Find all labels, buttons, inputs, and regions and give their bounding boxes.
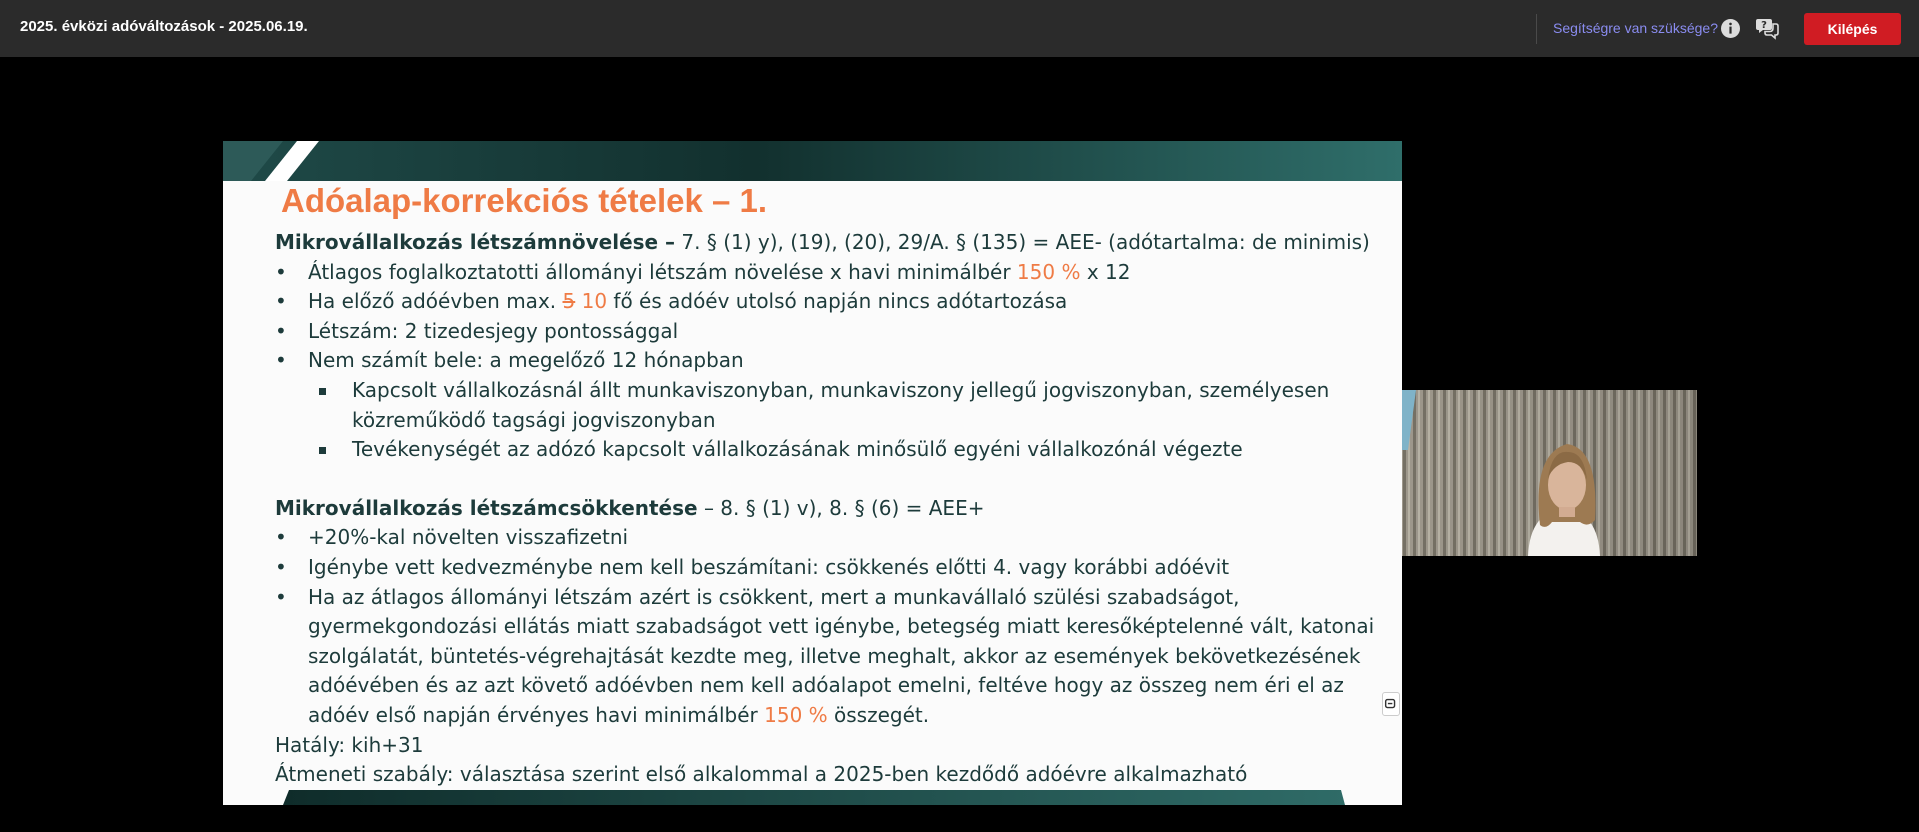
heading-text: 7. § (1) y), (19), (20), 29/A. § (135) = AEE- (adótartalma: de minimis)	[675, 230, 1370, 254]
collapse-icon	[1383, 693, 1399, 715]
bullet-continuation	[275, 701, 1385, 731]
sub-bullet-text: Tevékenységét az adózó kapcsolt vállalkozásának minősülő egyéni vállalkozónál végezte	[352, 437, 1243, 462]
slide-footer-banner	[223, 790, 1402, 805]
bullet-item: • Átlagos foglalkoztatotti állományi létszám növelése x havi minimálbér 150 % x 12	[275, 259, 1131, 284]
bullet-continuation	[275, 612, 1385, 642]
slide-body	[275, 228, 1385, 790]
bullet-item: • Nem számít bele: a megelőző 12 hónapban	[275, 348, 744, 373]
bullet-text: Nem számít bele: a megelőző 12 hónapban	[308, 348, 744, 373]
top-bar	[0, 0, 1919, 57]
sub-bullet-continuation	[275, 406, 1385, 436]
slide-title: Adóalap-korrekciós tételek – 1.	[281, 182, 768, 219]
bullet-item: • Ha az átlagos állományi létszám azért is csökkent, mert a munkavállaló szülési szabadságot,	[275, 584, 1240, 609]
bullet-text: adóév első napján érvényes havi minimálbér	[308, 702, 765, 727]
highlight-text: 150 %	[1016, 259, 1081, 284]
highlight-text: 10	[581, 289, 608, 314]
chat-help-icon[interactable]	[1755, 16, 1779, 40]
bullet-text: Ha az átlagos állományi létszám azért is csökkent, mert a munkavállaló szülési szabadságot,	[308, 584, 1240, 609]
bullet-text: szolgálatát, büntetés-végrehajtását kezdte meg, illetve meghalt, akkor az események bekövetkezésének	[308, 643, 1361, 668]
svg-text:?: ?	[1761, 20, 1767, 31]
divider	[1536, 14, 1537, 44]
sub-bullet-text: Kapcsolt vállalkozásnál állt munkaviszonyban, munkaviszony jellegű jogviszonyban, személyesen	[352, 377, 1330, 402]
exit-button[interactable]: Kilépés	[1804, 13, 1901, 45]
bullet-text: gyermekgondozási ellátás miatt szabadságot vett igénybe, betegség miatt keresőképtelenné vált, katonai	[308, 614, 1375, 639]
heading-bold: Mikrovállalkozás létszámcsökkentése	[275, 495, 698, 520]
bullet-text: x 12	[1080, 259, 1131, 284]
sub-bullet-item	[275, 376, 1385, 406]
transitional-rule-line: Átmeneti szabály: választása szerint első alkalommal a 2025-ben kezdődő adóévre alkalmazható	[275, 762, 1248, 787]
bullet-item: • Igénybe vett kedvezménybe nem kell beszámítani: csökkenés előtti 4. vagy korábbi adóévit	[275, 554, 1230, 579]
heading-bold: Mikrovállalkozás létszámnövelése –	[275, 230, 676, 254]
presenter-video-frame	[1402, 390, 1697, 556]
slide-header-banner	[223, 141, 1402, 181]
bullet-text: adóévében és az azt követő adóévben nem kell adóalapot emelni, feltéve hogy az összeg nem éri el az	[308, 673, 1344, 698]
presenter-video[interactable]	[1402, 390, 1697, 556]
bullet-text: Létszám: 2 tizedesjegy pontossággal	[308, 318, 679, 343]
effect-line: Hatály: kih+31	[275, 732, 424, 757]
bullet-text: fő és adóév utolsó napján nincs adótartozása	[607, 289, 1068, 314]
bullet-continuation	[275, 642, 1385, 672]
section-heading	[275, 494, 1385, 524]
help-link[interactable]: Segítségre van szüksége?	[1553, 20, 1718, 36]
info-icon[interactable]	[1720, 18, 1741, 39]
bullet-text: +20%-kal növelten visszafizetni	[308, 525, 629, 550]
bullet-item: • Létszám: 2 tizedesjegy pontossággal	[275, 318, 679, 343]
section-heading	[275, 228, 1385, 258]
session-title: 2025. évközi adóváltozások - 2025.06.19.	[20, 18, 308, 35]
sub-bullet-item	[275, 435, 1385, 465]
bullet-item: • Ha előző adóévben max. 5 10 fő és adóév utolsó napján nincs adótartozása	[275, 289, 1068, 314]
heading-text: – 8. § (1) v), 8. § (6) = AEE+	[697, 495, 985, 520]
sub-bullet-text: közreműködő tagsági jogviszonyban	[352, 407, 716, 432]
bullet-text: összegét.	[827, 702, 930, 727]
presentation-slide	[223, 141, 1402, 805]
bullet-text: Igénybe vett kedvezménybe nem kell beszámítani: csökkenés előtti 4. vagy korábbi adóévit	[308, 554, 1230, 579]
bullet-item: • +20%-kal növelten visszafizetni	[275, 525, 629, 550]
bullet-text: Ha előző adóévben max.	[308, 289, 563, 314]
highlight-text: 150 %	[764, 702, 828, 727]
struck-value: 5	[562, 289, 576, 314]
panel-toggle-handle[interactable]	[1382, 692, 1400, 716]
bullet-text: Átlagos foglalkoztatotti állományi létszám növelése x havi minimálbér	[308, 259, 1017, 284]
bullet-continuation	[275, 671, 1385, 701]
